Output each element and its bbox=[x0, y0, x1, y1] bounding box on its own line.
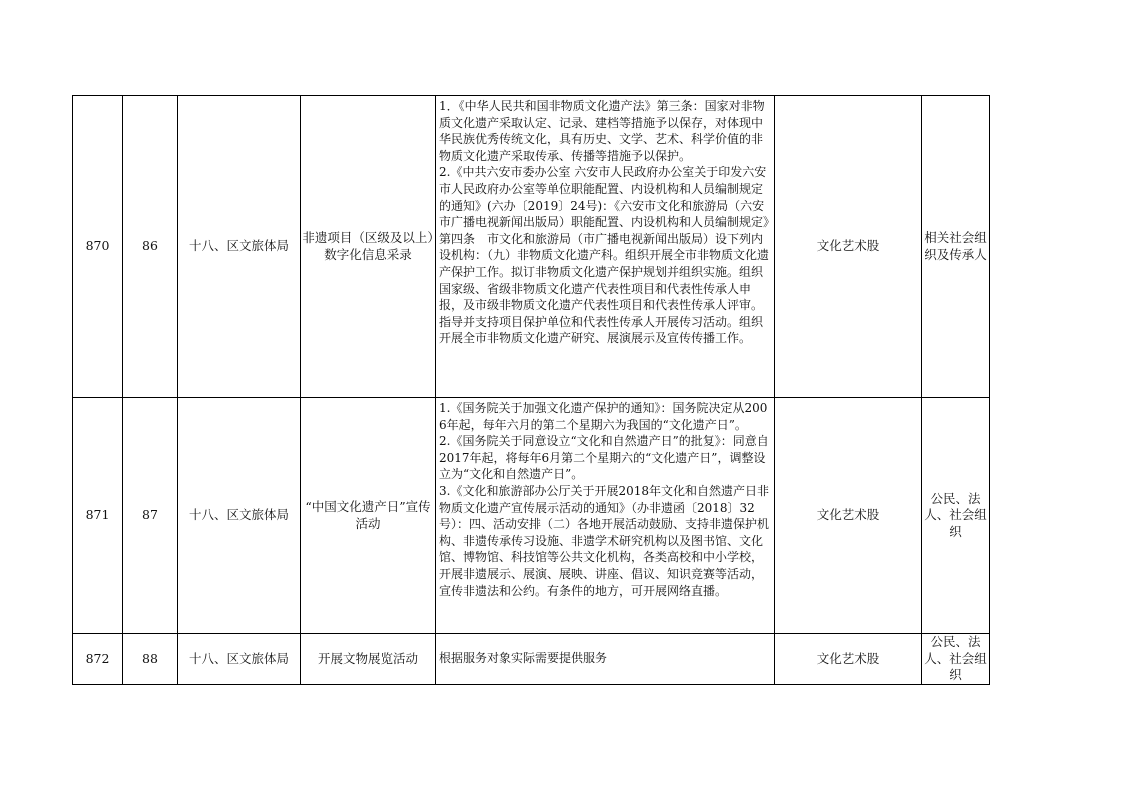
basis-paragraph: 3.《文化和旅游部办公厅关于开展2018年文化和自然遗产日非物质文化遗产宣传展示活动的通知》（办非遗函〔2018〕32号）：四、活动安排（二）各地开展活动鼓励、支持非遗保护机构、非遗传承传习设施、非遗学术研究机构以及图书馆、文化馆、博物馆、科技馆等公共文化机构，各类高校和中小学校，开展非遗展示、展演、展映、讲座、倡议、知识竞赛等活动，宣传非遗法和公约。有条件的地方，可开展网络直播。 bbox=[439, 483, 770, 598]
seq-cell: 872 bbox=[73, 634, 123, 685]
item-name-cell: “中国文化遗产日”宣传活动 bbox=[301, 398, 436, 634]
target-cell: 公民、法人、社会组织 bbox=[922, 634, 990, 685]
basis-cell bbox=[436, 634, 775, 685]
basis-paragraph: 1．《中华人民共和国非物质文化遗产法》第三条：国家对非物质文化遗产采取认定、记录、建档等措施予以保存，对体现中华民族优秀传统文化，具有历史、文学、艺术、科学价值的非物质文化遗产采取传承、传播等措施予以保护。 bbox=[439, 99, 765, 163]
dept-cell: 十八、区文旅体局 bbox=[178, 634, 301, 685]
table-row bbox=[73, 634, 990, 685]
sub-seq-cell: 86 bbox=[123, 96, 178, 398]
unit-cell: 文化艺术股 bbox=[775, 96, 922, 398]
dept-cell: 十八、区文旅体局 bbox=[178, 398, 301, 634]
unit-cell: 文化艺术股 bbox=[775, 398, 922, 634]
dept-cell: 十八、区文旅体局 bbox=[178, 96, 301, 398]
target-cell: 公民、法人、社会组织 bbox=[922, 398, 990, 634]
sub-seq-cell: 87 bbox=[123, 398, 178, 634]
basis-paragraph: 2.《国务院关于同意设立“文化和自然遗产日”的批复》：同意自2017年起，将每年6月第二个星期六的“文化遗产日”，调整设立为“文化和自然遗产日”。 bbox=[439, 434, 769, 482]
service-items-table bbox=[72, 95, 990, 685]
unit-cell: 文化艺术股 bbox=[775, 634, 922, 685]
basis-paragraph: 2.《中共六安市委办公室 六安市人民政府办公室关于印发六安市人民政府办公室等单位职能配置、内设机构和人员编制规定的通知》(六办〔2019〕24号)：《六安市文化和旅游局（六安市广播电视新闻出版局）职能配置、内设机构和人员编制规定》第四条 市文化和旅游局（市广播电视新闻出版局）设下列内设机构：（九）非物质文化遗产科。组织开展全市非物质文化遗产保护工作。拟订非物质文化遗产保护规划并组织实施。组织国家级、省级非物质文化遗产代表性项目和代表性传承人申报，及市级非物质文化遗产代表性项目和代表性传承人评审。指导并支持项目保护单位和代表性传承人开展传习活动。组织开展全市非物质文化遗产研究、展演展示及宣传传播工作。 bbox=[439, 165, 770, 346]
basis-cell bbox=[436, 398, 775, 634]
sub-seq-cell: 88 bbox=[123, 634, 178, 685]
basis-paragraph: 根据服务对象实际需要提供服务 bbox=[439, 651, 608, 666]
basis-cell bbox=[436, 96, 775, 398]
item-name-cell: 开展文物展览活动 bbox=[301, 634, 436, 685]
seq-cell: 871 bbox=[73, 398, 123, 634]
table-row bbox=[73, 96, 990, 398]
item-name-cell: 非遗项目（区级及以上）数字化信息采录 bbox=[301, 96, 436, 398]
seq-cell: 870 bbox=[73, 96, 123, 398]
basis-paragraph: 1.《国务院关于加强文化遗产保护的通知》：国务院决定从2006年起，每年六月的第二个星期六为我国的“文化遗产日”。 bbox=[439, 401, 768, 432]
table-row bbox=[73, 398, 990, 634]
target-cell: 相关社会组织及传承人 bbox=[922, 96, 990, 398]
